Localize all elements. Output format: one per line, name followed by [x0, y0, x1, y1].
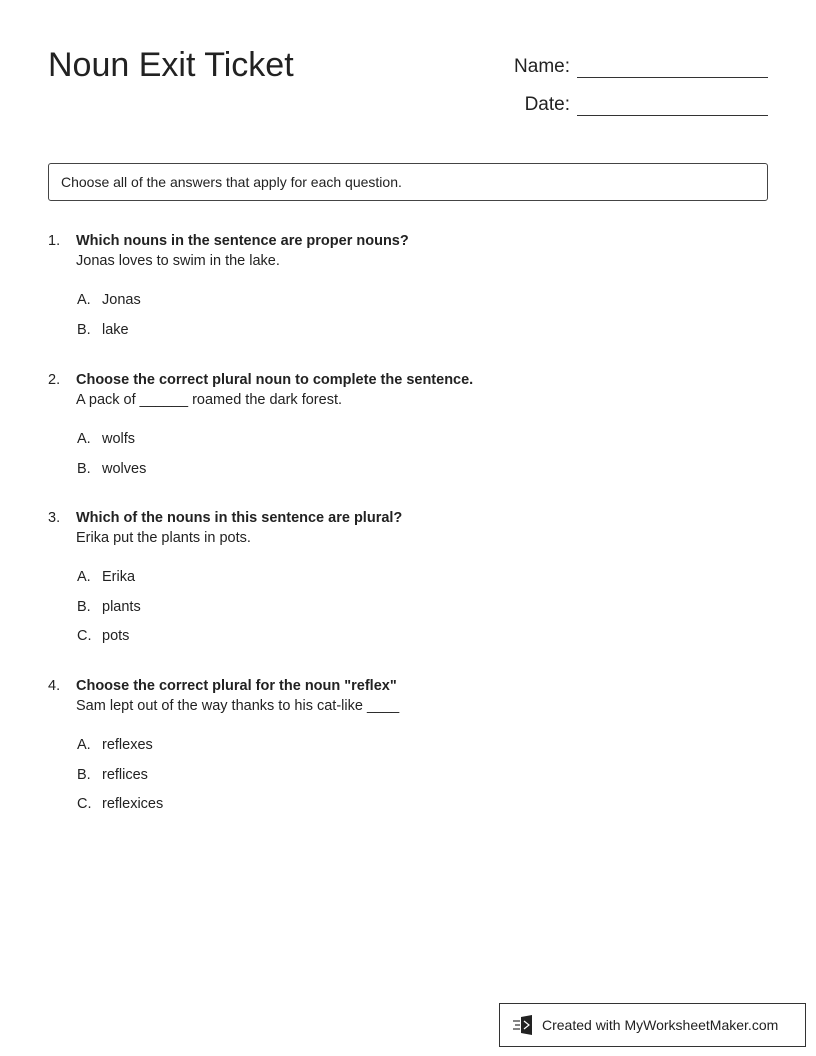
date-label: Date: — [524, 94, 570, 115]
footer-text: Created with MyWorksheetMaker.com — [542, 1017, 779, 1033]
question-3 — [48, 508, 768, 656]
answer-option[interactable] — [77, 794, 768, 824]
name-label: Name: — [514, 56, 570, 77]
answer-option[interactable] — [77, 567, 768, 597]
question-sentence: A pack of ______ roamed the dark forest. — [76, 392, 342, 408]
question-sentence: Erika put the plants in pots. — [76, 530, 251, 546]
question-4 — [48, 676, 768, 824]
option-text: reflices — [102, 766, 148, 783]
name-line[interactable] — [577, 55, 768, 78]
question-number: 2. — [48, 372, 61, 388]
worksheet-logo-icon — [512, 1014, 536, 1036]
option-letter: A. — [77, 292, 91, 308]
option-letter: A. — [77, 569, 91, 585]
date-line[interactable] — [577, 93, 768, 116]
page-title: Noun Exit Ticket — [48, 46, 294, 84]
option-letter: B. — [77, 460, 91, 477]
question-number: 1. — [48, 233, 61, 249]
question-1 — [48, 231, 768, 349]
answer-option[interactable] — [77, 290, 768, 320]
question-text: Which nouns in the sentence are proper nouns? — [76, 233, 409, 249]
date-field[interactable] — [470, 93, 768, 116]
option-text: plants — [102, 598, 141, 615]
option-text: Erika — [102, 569, 136, 585]
answer-option[interactable] — [77, 429, 768, 459]
option-text: reflexices — [102, 796, 164, 812]
option-text: wolves — [102, 460, 147, 477]
question-2 — [48, 370, 768, 488]
answer-option[interactable] — [77, 597, 768, 627]
option-letter: B. — [77, 598, 91, 615]
question-text: Which of the nouns in this sentence are plural? — [76, 510, 403, 526]
question-sentence: Sam lept out of the way thanks to his cat-like ____ — [76, 698, 400, 714]
question-text: Choose the correct plural noun to complete the sentence. — [76, 372, 474, 388]
option-letter: B. — [77, 321, 91, 338]
option-letter: C. — [77, 628, 92, 644]
answer-option[interactable] — [77, 735, 768, 765]
option-text: reflexes — [102, 737, 153, 753]
instructions-box: Choose all of the answers that apply for each question. — [48, 163, 768, 201]
option-letter: C. — [77, 796, 92, 812]
option-letter: B. — [77, 766, 91, 783]
answer-option[interactable] — [77, 765, 768, 795]
answer-option[interactable] — [77, 320, 768, 350]
option-text: wolfs — [102, 431, 136, 447]
question-number: 3. — [48, 510, 61, 526]
option-text: Jonas — [102, 292, 141, 308]
name-field[interactable] — [470, 55, 768, 78]
option-text: lake — [102, 321, 129, 338]
option-letter: A. — [77, 737, 91, 753]
option-text: pots — [102, 628, 130, 644]
question-sentence: Jonas loves to swim in the lake. — [76, 253, 280, 269]
option-letter: A. — [77, 431, 91, 447]
answer-option[interactable] — [77, 626, 768, 656]
question-text: Choose the correct plural for the noun "reflex" — [76, 678, 397, 694]
footer-badge[interactable] — [499, 1003, 806, 1047]
answer-option[interactable] — [77, 459, 768, 489]
question-number: 4. — [48, 678, 61, 694]
